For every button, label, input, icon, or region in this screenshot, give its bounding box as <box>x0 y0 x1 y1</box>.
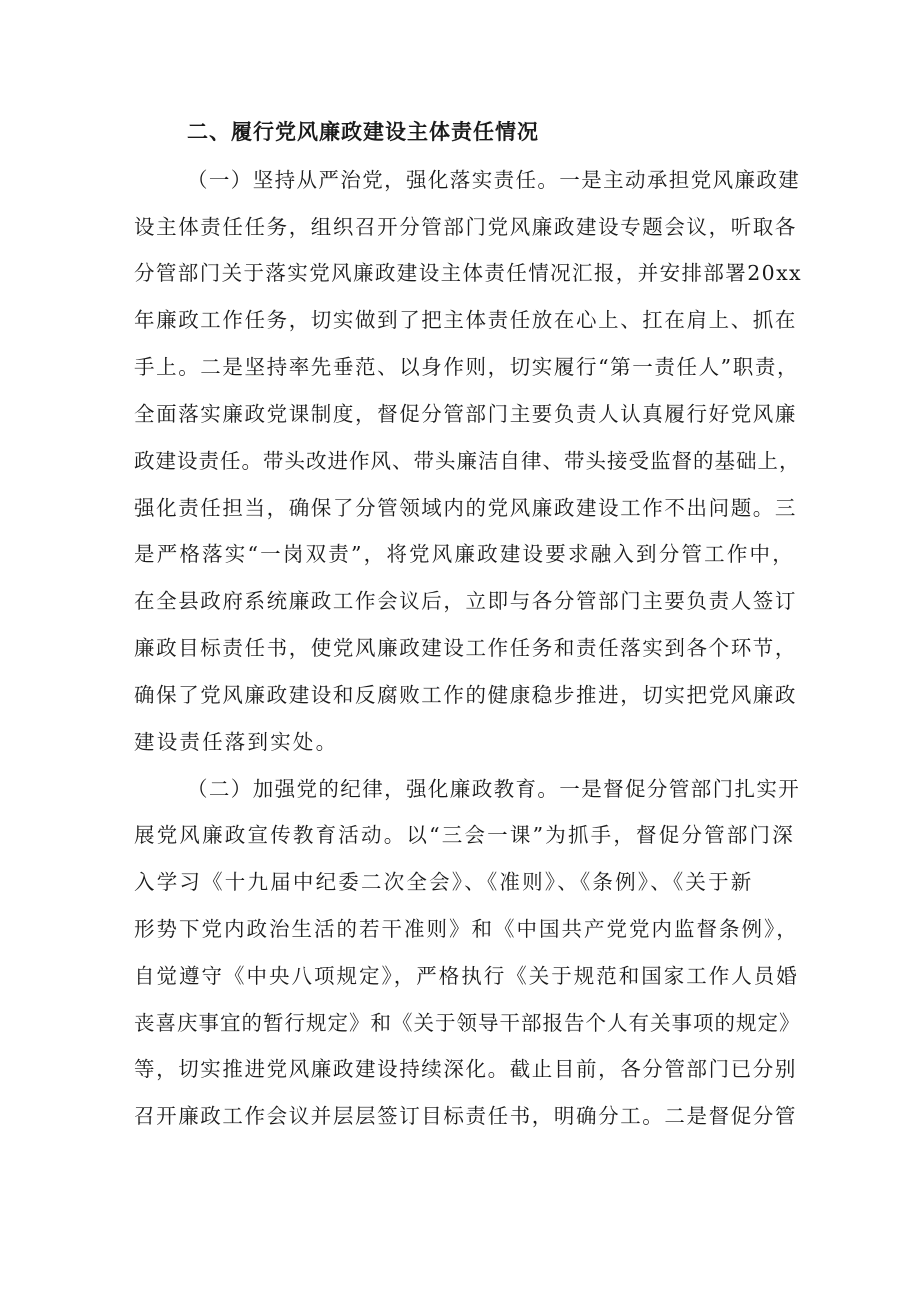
paragraph-2-line-6: 丧喜庆事宜的暂行规定》和《关于领导干部报告个人有关事项的规定》 <box>134 1011 801 1035</box>
paragraph-1-line-3: 分管部门关于落实党风廉政建设主体责任情况汇报，并安排部署20xx <box>134 261 803 285</box>
paragraph-1-line-6: 全面落实廉政党课制度，督促分管部门主要负责人认真履行好党风廉 <box>134 402 797 426</box>
paragraph-2-line-8: 召开廉政工作会议并层层签订目标责任书，明确分工。二是督促分管 <box>134 1104 797 1128</box>
paragraph-1-line-2: 设主体责任任务，组织召开分管部门党风廉政建设专题会议，听取各 <box>134 215 797 239</box>
paragraph-1-line-1: （一）坚持从严治党，强化落实责任。一是主动承担党风廉政建 <box>187 168 801 192</box>
paragraph-2-line-4: 形势下党内政治生活的若干准则》和《中国共产党党内监督条例》， <box>134 917 799 941</box>
paragraph-1-line-10: 在全县政府系统廉政工作会议后，立即与各分管部门主要负责人签订 <box>134 589 797 613</box>
paragraph-1-line-9: 是严格落实“一岗双责”，将党风廉政建设要求融入到分管工作中， <box>134 542 795 566</box>
paragraph-2-line-7: 等，切实推进党风廉政建设持续深化。截止目前，各分管部门已分别 <box>134 1057 797 1081</box>
section-heading: 二、履行党风廉政建设主体责任情况 <box>187 119 539 144</box>
paragraph-1-line-4: 年廉政工作任务，切实做到了把主体责任放在心上、扛在肩上、抓在 <box>134 308 797 332</box>
paragraph-1-line-11: 廉政目标责任书，使党风廉政建设工作任务和责任落实到各个环节， <box>134 636 797 660</box>
paragraph-1-line-5: 手上。二是坚持率先垂范、以身作则，切实履行“第一责任人”职责， <box>134 355 800 379</box>
paragraph-2-line-3: 入学习《十九届中纪委二次全会》、《准则》、《条例》、《关于新 <box>134 870 754 894</box>
paragraph-1-line-13: 建设责任落到实处。 <box>134 730 339 754</box>
paragraph-1-line-8: 强化责任担当，确保了分管领域内的党风廉政建设工作不出问题。三 <box>134 496 797 520</box>
paragraph-2-line-2: 展党风廉政宣传教育活动。以“三会一课”为抓手，督促分管部门深 <box>134 823 795 847</box>
paragraph-2-line-5: 自觉遵守《中央八项规定》，严格执行《关于规范和国家工作人员婚 <box>134 964 799 988</box>
paragraph-2-line-1: （二）加强党的纪律，强化廉政教育。一是督促分管部门扎实开 <box>187 777 801 801</box>
paragraph-1-line-12: 确保了党风廉政建设和反腐败工作的健康稳步推进，切实把党风廉政 <box>134 683 797 707</box>
paragraph-1-line-7: 政建设责任。带头改进作风、带头廉洁自律、带头接受监督的基础上， <box>134 449 801 473</box>
